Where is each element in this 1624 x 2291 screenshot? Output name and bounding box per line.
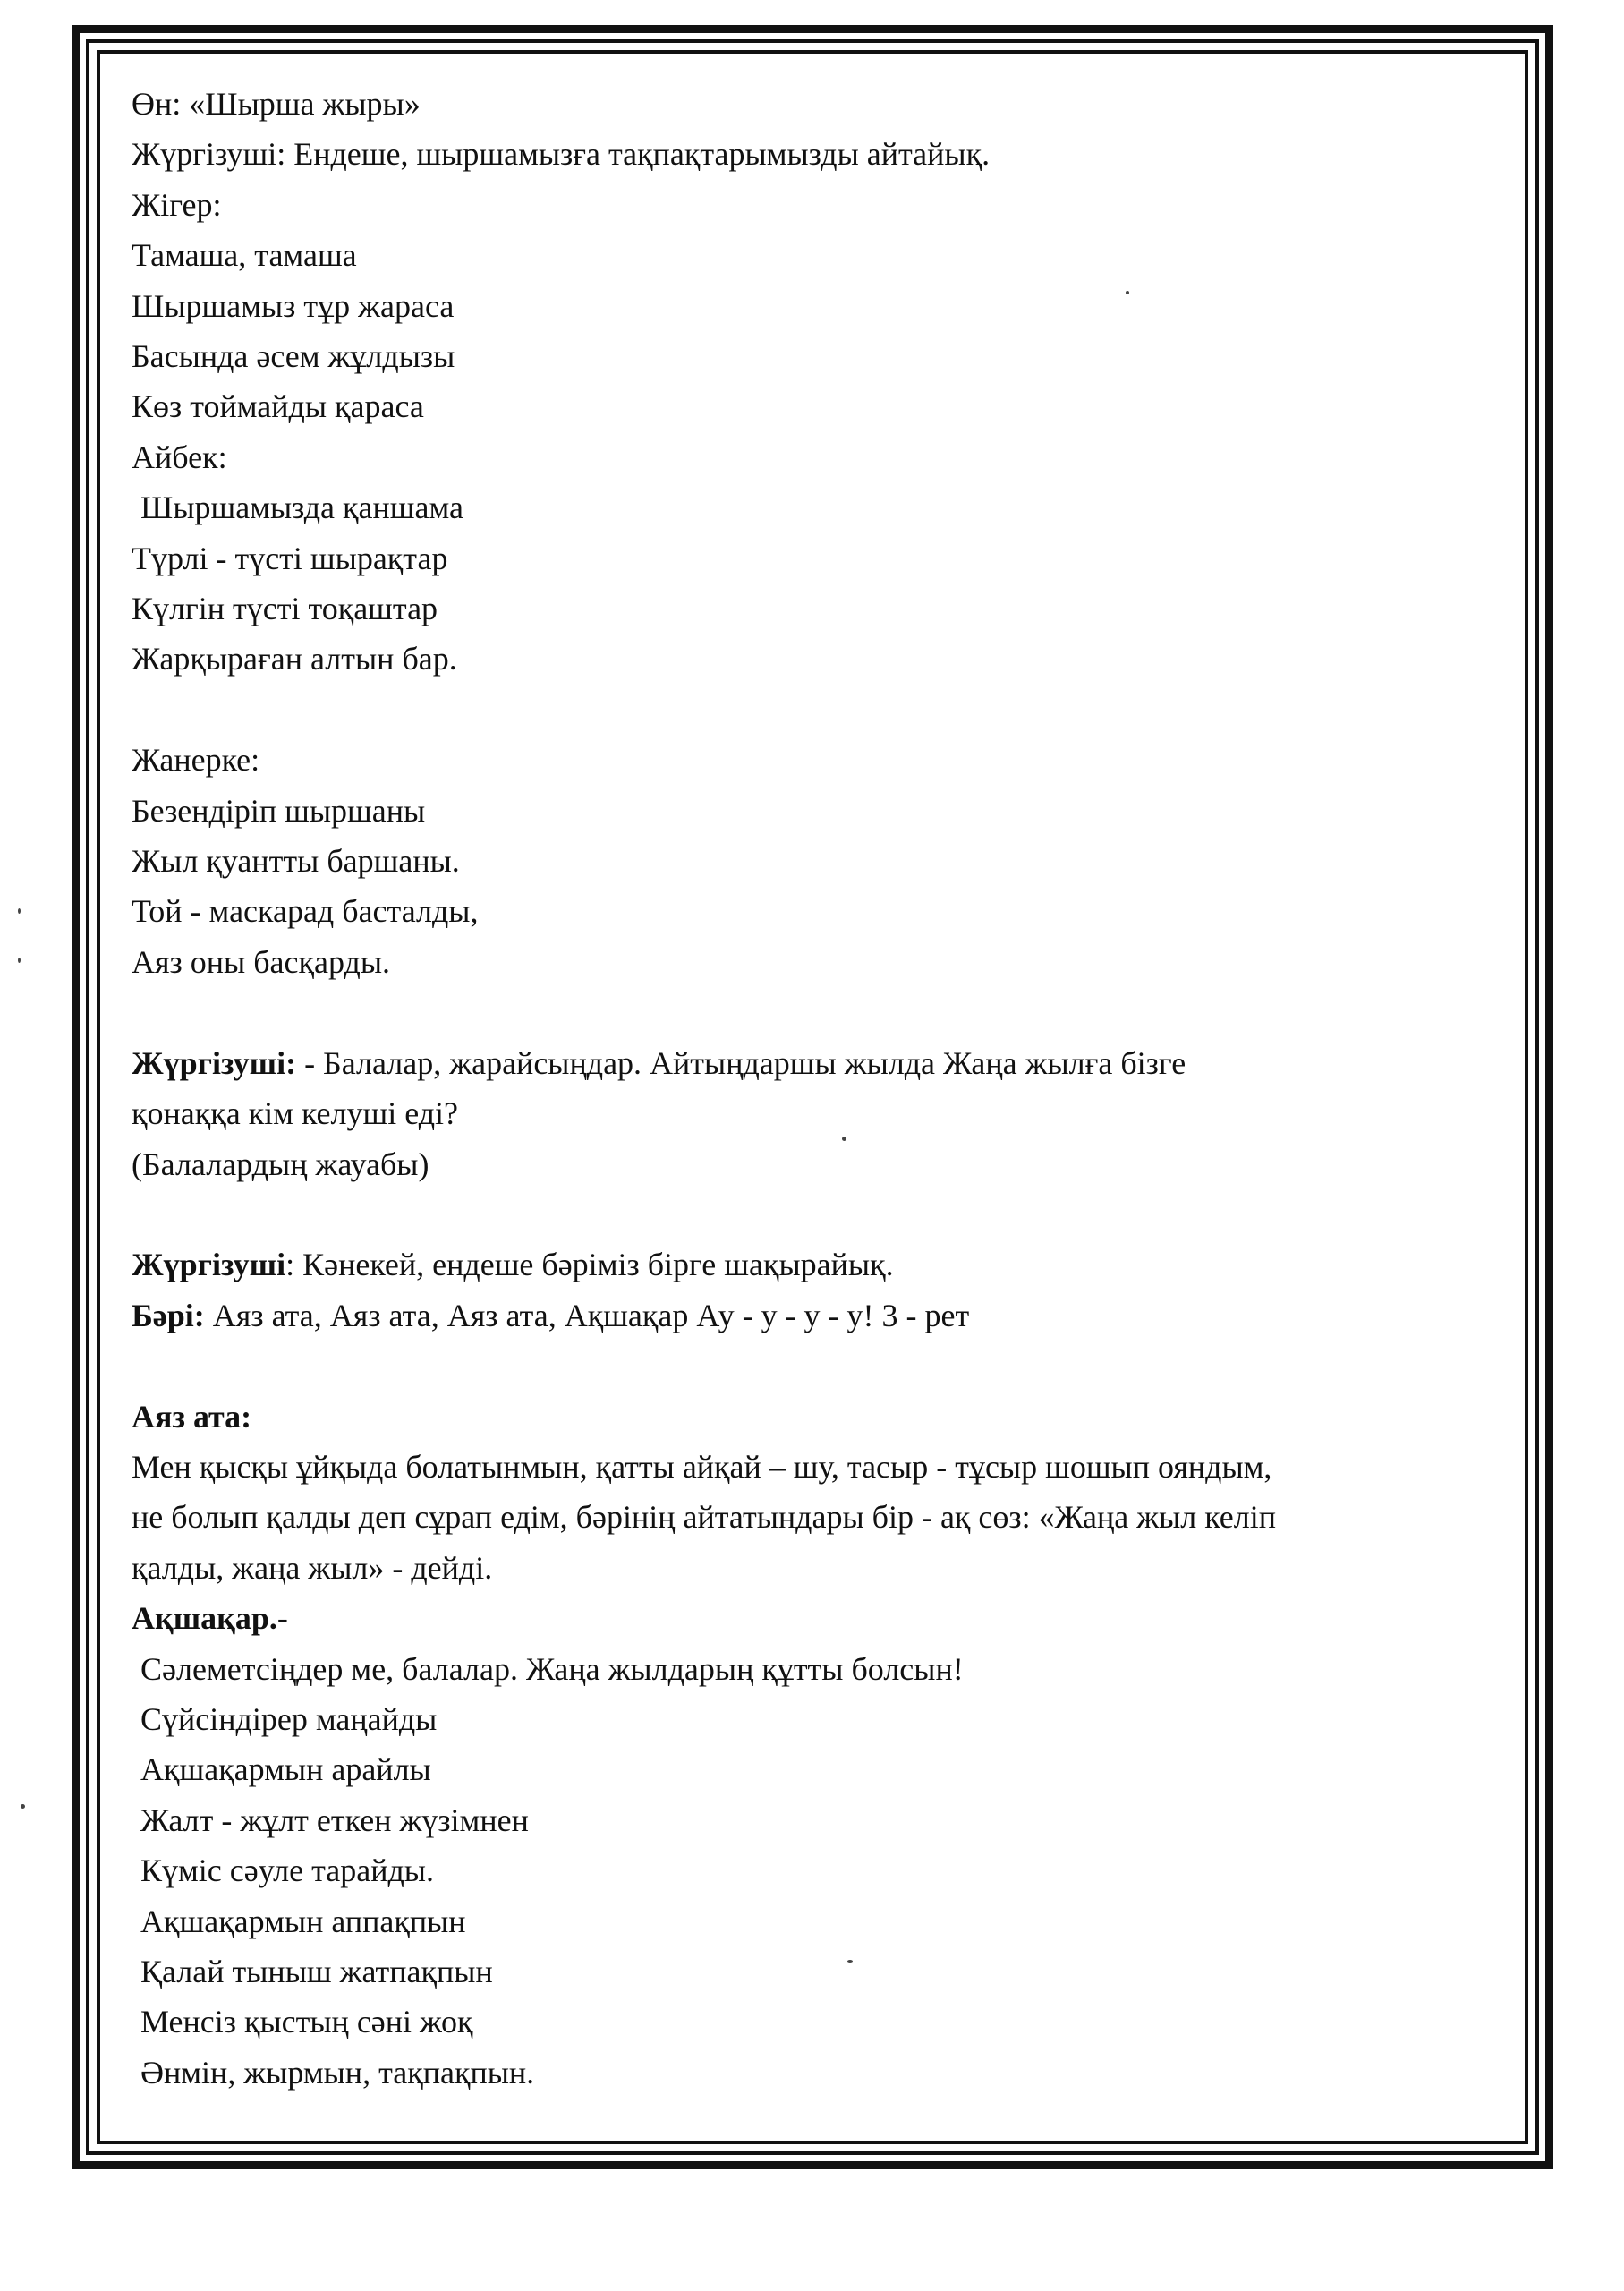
verse-line: Жалт - жұлт еткен жүзімнен <box>140 1801 529 1838</box>
blank-line <box>132 1341 1509 1391</box>
verse-line: Шыршамызда қаншама <box>140 490 463 526</box>
speaker-zhanerke: Жанерке: <box>132 742 260 779</box>
verse-line: Безендіріп шыршаны <box>132 792 426 829</box>
verse-line: Тамаша, тамаша <box>132 237 357 274</box>
host-question-line <box>132 1038 1509 1088</box>
verse-line: Менсіз қыстың сәні жоқ <box>140 2004 473 2040</box>
blank-line <box>132 1189 1509 1239</box>
verse-line: Шыршамыз тұр жараса <box>132 287 455 324</box>
host-call-line <box>132 1239 1509 1290</box>
dialogue-line: не болып қалды деп сұрап едім, бәрінің айтатындары бір - ақ сөз: «Жаңа жыл келіп <box>132 1499 1277 1536</box>
speaker-label: Бәрі: <box>132 1297 205 1333</box>
verse-line: Жарқыраған алтын бар. <box>132 641 457 677</box>
verse-line: Әнмін, жырмын, тақпақпын. <box>140 2054 535 2091</box>
verse-line: Аяз оны басқарды. <box>132 943 391 980</box>
verse-line: Ақшақармын аппақпын <box>140 1903 466 1939</box>
verse-line: Күміс сәуле тарайды. <box>140 1852 434 1889</box>
dialogue-text: : Кәнекей, ендеше бәріміз бірге шақырайық. <box>285 1247 894 1283</box>
dialogue-line: Мен қысқы ұйқыда болатынмын, қатты айқай – шу, тасыр - тұсыр шошып ояндым, <box>132 1448 1272 1485</box>
verse-line: Ақшақармын арайлы <box>140 1751 431 1788</box>
verse-line: Қалай тыныш жатпақпын <box>140 1953 493 1989</box>
song-title-line: Өн: «Шырша жыры» <box>132 86 421 122</box>
blank-line <box>132 987 1509 1037</box>
script-text <box>132 79 1509 2098</box>
dialogue-line: Сәлеметсіңдер ме, балалар. Жаңа жылдарың құтты болсын! <box>140 1650 964 1687</box>
speaker-label: Жүргізуші: <box>132 1044 297 1081</box>
verse-line: Күлгін түсті тоқаштар <box>132 591 438 627</box>
scan-speck <box>18 908 21 914</box>
dialogue-text: Аяз ата, Аяз ата, Аяз ата, Ақшақар Ау - у - у - у! 3 - рет <box>204 1297 970 1333</box>
host-line: Жүргізуші: Ендеше, шыршамызға тақпақтарымызды айтайық. <box>132 136 991 173</box>
scan-speck <box>21 1804 25 1809</box>
scan-speck <box>842 1137 846 1141</box>
verse-line: Басында әсем жұлдызы <box>132 338 455 375</box>
verse-line: Сүйсіндірер маңайды <box>140 1700 438 1737</box>
speaker-aibek: Айбек: <box>132 439 227 475</box>
all-call-line <box>132 1290 1509 1341</box>
verse-line: Түрлі - түсті шырақтар <box>132 540 448 576</box>
stage-direction: (Балалардың жауабы) <box>132 1146 429 1182</box>
speaker-label: Жүргізуші <box>132 1247 286 1283</box>
scan-speck <box>847 1960 853 1963</box>
verse-line: Жыл қуантты баршаны. <box>132 843 460 880</box>
speaker-zhiger: Жігер: <box>132 186 222 223</box>
verse-line: Той - маскарад басталды, <box>132 893 479 930</box>
dialogue-line: қалды, жаңа жыл» - дейді. <box>132 1549 493 1586</box>
dialogue-line: қонаққа кім келуші еді? <box>132 1095 459 1132</box>
blank-line <box>132 685 1509 735</box>
speaker-akshakar: Ақшақар.- <box>132 1600 288 1637</box>
speaker-ayaz-ata: Аяз ата: <box>132 1398 252 1435</box>
scan-speck <box>1126 291 1129 294</box>
verse-line: Көз тоймайды қараса <box>132 388 424 425</box>
scan-speck <box>18 958 21 963</box>
dialogue-text: - Балалар, жарайсыңдар. Айтыңдаршы жылда Жаңа жылға бізге <box>296 1044 1186 1081</box>
